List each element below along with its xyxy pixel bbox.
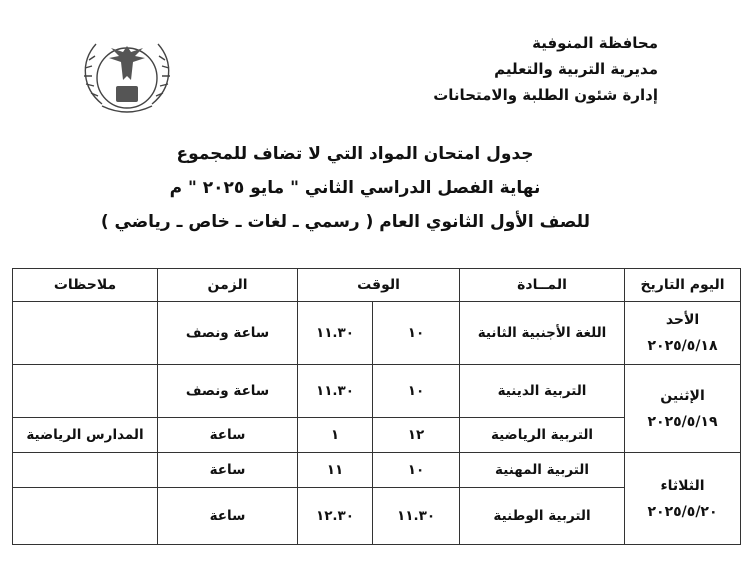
- day-name: الأحد: [665, 312, 700, 328]
- directorate-name: مديرية التربية والتعليم: [494, 60, 658, 78]
- header-time: الوقت: [298, 269, 460, 302]
- subject-cell: التربية الدينية: [460, 365, 625, 418]
- subject-cell: التربية المهنية: [460, 453, 625, 488]
- duration-cell: ساعة ونصف: [158, 365, 298, 418]
- schedule-titles: [100, 137, 590, 239]
- letterhead: [433, 30, 658, 108]
- notes-cell: المدارس الرياضية: [13, 418, 158, 453]
- schedule-term: نهاية الفصل الدراسي الثاني " مايو ٢٠٢٥ " م: [169, 178, 541, 198]
- day-name: الثلاثاء: [660, 477, 705, 494]
- day-cell: [625, 302, 741, 365]
- table-row: [13, 365, 741, 418]
- table-row: [13, 453, 741, 488]
- duration-cell: ساعة: [158, 488, 298, 545]
- day-cell: [625, 453, 741, 545]
- governorate-name: محافظة المنوفية: [532, 34, 658, 52]
- subject-cell: اللغة الأجنبية الثانية: [460, 302, 625, 365]
- table-row: [13, 302, 741, 365]
- time-from-cell: ١١.٣٠: [373, 488, 460, 545]
- duration-cell: ساعة: [158, 453, 298, 488]
- day-name: الإثنين: [660, 387, 705, 404]
- header-duration: الزمن: [158, 269, 298, 302]
- time-to-cell: ١٢.٣٠: [298, 488, 373, 545]
- governorate-emblem-eagle-icon: [72, 26, 182, 122]
- notes-cell: [13, 488, 158, 545]
- schedule-title: جدول امتحان المواد التي لا تضاف للمجموع: [176, 144, 534, 164]
- subject-cell: التربية الوطنية: [460, 488, 625, 545]
- notes-cell: [13, 302, 158, 365]
- exam-date: ٢٠٢٥/٥/١٩: [647, 413, 718, 430]
- schedule-grade: للصف الأول الثانوي العام ( رسمي ـ لغات ـ خاص ـ رياضي ): [100, 212, 590, 232]
- subject-cell: التربية الرياضية: [460, 418, 625, 453]
- time-to-cell: ١: [298, 418, 373, 453]
- table-header-row: [13, 269, 741, 302]
- exam-schedule-table: [12, 268, 741, 545]
- duration-cell: ساعة: [158, 418, 298, 453]
- notes-cell: [13, 365, 158, 418]
- time-from-cell: ١٠: [373, 302, 460, 365]
- exam-date: ٢٠٢٥/٥/١٨: [647, 338, 718, 354]
- header-notes: ملاحظات: [13, 269, 158, 302]
- notes-cell: [13, 453, 158, 488]
- header-subject: المــادة: [460, 269, 625, 302]
- time-from-cell: ١٠: [373, 365, 460, 418]
- time-from-cell: ١٠: [373, 453, 460, 488]
- time-to-cell: ١١.٣٠: [298, 302, 373, 365]
- time-to-cell: ١١: [298, 453, 373, 488]
- duration-cell: ساعة ونصف: [158, 302, 298, 365]
- exam-date: ٢٠٢٥/٥/٢٠: [647, 503, 718, 520]
- day-cell: [625, 365, 741, 453]
- time-to-cell: ١١.٣٠: [298, 365, 373, 418]
- header-day-date: اليوم التاريخ: [625, 269, 741, 302]
- time-from-cell: ١٢: [373, 418, 460, 453]
- department-name: إدارة شئون الطلبة والامتحانات: [433, 86, 658, 104]
